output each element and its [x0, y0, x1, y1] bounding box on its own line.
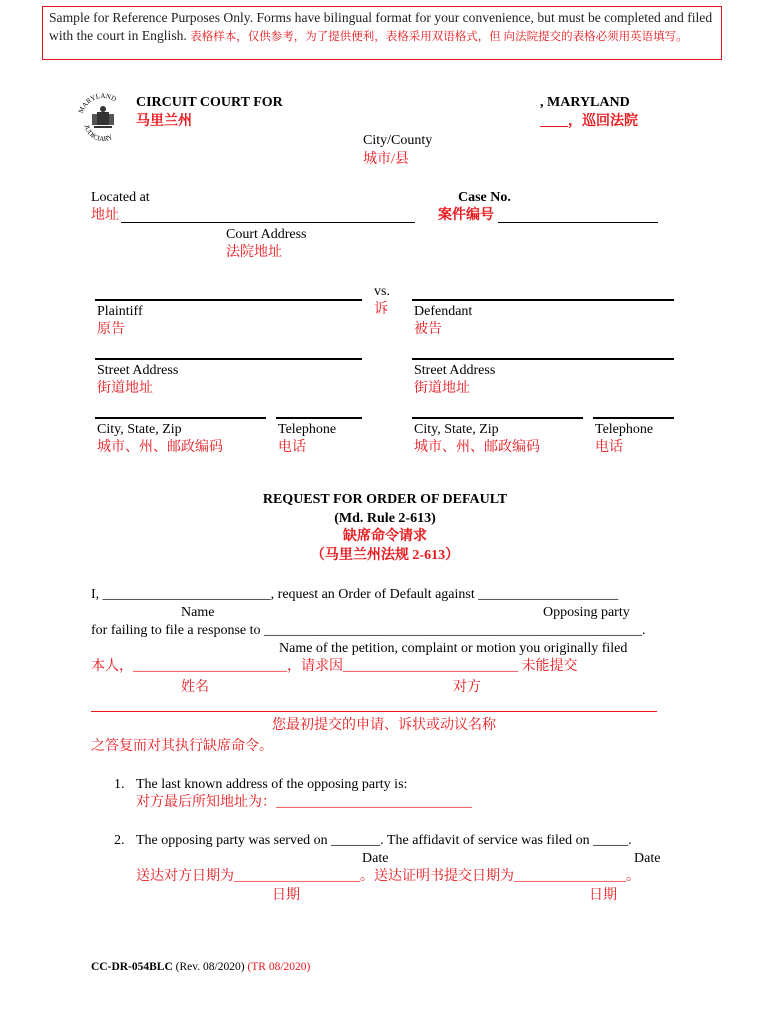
plaintiff-street-line[interactable] [95, 358, 362, 360]
name-label-zh: 姓名 [181, 680, 209, 695]
petition-label-zh: 您最初提交的申请、诉状或动议名称 [272, 718, 496, 733]
plaintiff-en: Plaintiff [97, 304, 143, 319]
plaintiff-street-en: Street Address [97, 363, 179, 378]
item-2-en[interactable]: The opposing party was served on _______. The affidavit of service was filed on _____. [136, 833, 632, 848]
state-label-en: , MARYLAND [540, 95, 630, 110]
defendant-tel-en: Telephone [595, 422, 654, 437]
item-1-en: The last known address of the opposing party is: [136, 777, 408, 792]
defendant-zh: 被告 [414, 322, 442, 337]
defendant-street-zh: 街道地址 [414, 381, 470, 396]
seal-bottom-text: JUDICIARY [82, 123, 114, 144]
citycounty-zh: 城市/县 [363, 152, 409, 167]
reference-notice [42, 6, 722, 60]
served-date-label-en: Date [362, 851, 389, 866]
request-line-zh[interactable]: 本人，______________________，请求因_________________________ 未能提交 [91, 659, 578, 674]
case-no-line[interactable] [498, 222, 658, 223]
plaintiff-tel-zh: 电话 [278, 440, 306, 455]
form-title-zh: 缺席命令请求 [343, 529, 427, 544]
opposing-party-label-zh: 对方 [453, 680, 481, 695]
court-address-en: Court Address [226, 227, 307, 242]
plaintiff-city-zh: 城市、州、邮政编码 [97, 440, 223, 455]
affidavit-date-label-zh: 日期 [589, 888, 617, 903]
defendant-line[interactable] [412, 299, 674, 301]
court-address-zh: 法院地址 [226, 245, 282, 260]
form-rule-zh: （马里兰州法规 2-613） [310, 548, 460, 563]
located-at-zh: 地址 [91, 208, 119, 223]
plaintiff-city-en: City, State, Zip [97, 422, 182, 437]
request-line-en[interactable]: I, ________________________, request an Order of Default against ____________________ [91, 587, 619, 602]
form-title-en: REQUEST FOR ORDER OF DEFAULT [262, 492, 508, 507]
svg-text:MARYLAND [77, 92, 118, 114]
plaintiff-city-line[interactable] [95, 417, 266, 419]
name-label-en: Name [181, 605, 215, 620]
form-translation-revision: (TR 08/2020) [247, 961, 311, 973]
maryland-judiciary-seal [76, 92, 130, 146]
defendant-city-zh: 城市、州、邮政编码 [414, 440, 540, 455]
plaintiff-tel-line[interactable] [276, 417, 362, 419]
item-2-zh[interactable]: 送达对方日期为__________________。送达证明书提交日期为________________。 [136, 869, 640, 884]
state-label-zh: ____，巡回法院 [540, 114, 638, 129]
court-address-line[interactable] [121, 222, 415, 223]
default-order-line-zh: 之答复而对其执行缺席命令。 [91, 739, 273, 754]
defendant-city-line[interactable] [412, 417, 583, 419]
form-footer [91, 961, 310, 973]
located-at-en: Located at [91, 190, 150, 205]
notice-zh: 表格样本，仅供参考，为了提供便利，表格采用双语格式，但 向法院提交的表格必须用英语填写。 [190, 31, 688, 43]
plaintiff-zh: 原告 [97, 322, 125, 337]
plaintiff-street-zh: 街道地址 [97, 381, 153, 396]
item-1-zh[interactable]: 对方最后所知地址为：____________________________ [136, 795, 472, 810]
affidavit-date-label-en: Date [634, 851, 661, 866]
served-date-label-zh: 日期 [272, 888, 300, 903]
seal-top-text: MARYLAND [76, 92, 118, 115]
defendant-tel-line[interactable] [593, 417, 674, 419]
failing-line-en[interactable]: for failing to file a response to ______________________________________________________. [91, 623, 646, 638]
defendant-city-en: City, State, Zip [414, 422, 499, 437]
opposing-party-label-en: Opposing party [543, 605, 630, 620]
form-revision: (Rev. 08/2020) [172, 961, 248, 973]
plaintiff-tel-en: Telephone [278, 422, 337, 437]
court-title-en: CIRCUIT COURT FOR [136, 95, 283, 110]
vs-zh: 诉 [374, 302, 388, 317]
defendant-street-line[interactable] [412, 358, 674, 360]
defendant-street-en: Street Address [414, 363, 496, 378]
defendant-en: Defendant [414, 304, 473, 319]
item-2-number: 2. [114, 833, 125, 848]
defendant-tel-zh: 电话 [595, 440, 623, 455]
item-1-number: 1. [114, 777, 125, 792]
form-code: CC-DR-054BLC [91, 961, 173, 973]
court-title-zh: 马里兰州 [136, 114, 192, 129]
notice-en: Sample for Reference Purposes Only. Forms have bilingual format for your convenience, but must be completed and filed with the court in English. [49, 10, 713, 43]
case-no-en: Case No. [458, 190, 511, 205]
petition-line-zh[interactable] [91, 711, 657, 712]
citycounty-en: City/County [363, 133, 433, 148]
case-no-zh: 案件编号 [438, 208, 494, 223]
vs-en: vs. [374, 284, 390, 299]
petition-label-en: Name of the petition, complaint or motion you originally filed [279, 641, 628, 656]
plaintiff-line[interactable] [95, 299, 362, 301]
form-rule-en: (Md. Rule 2-613) [334, 511, 436, 526]
